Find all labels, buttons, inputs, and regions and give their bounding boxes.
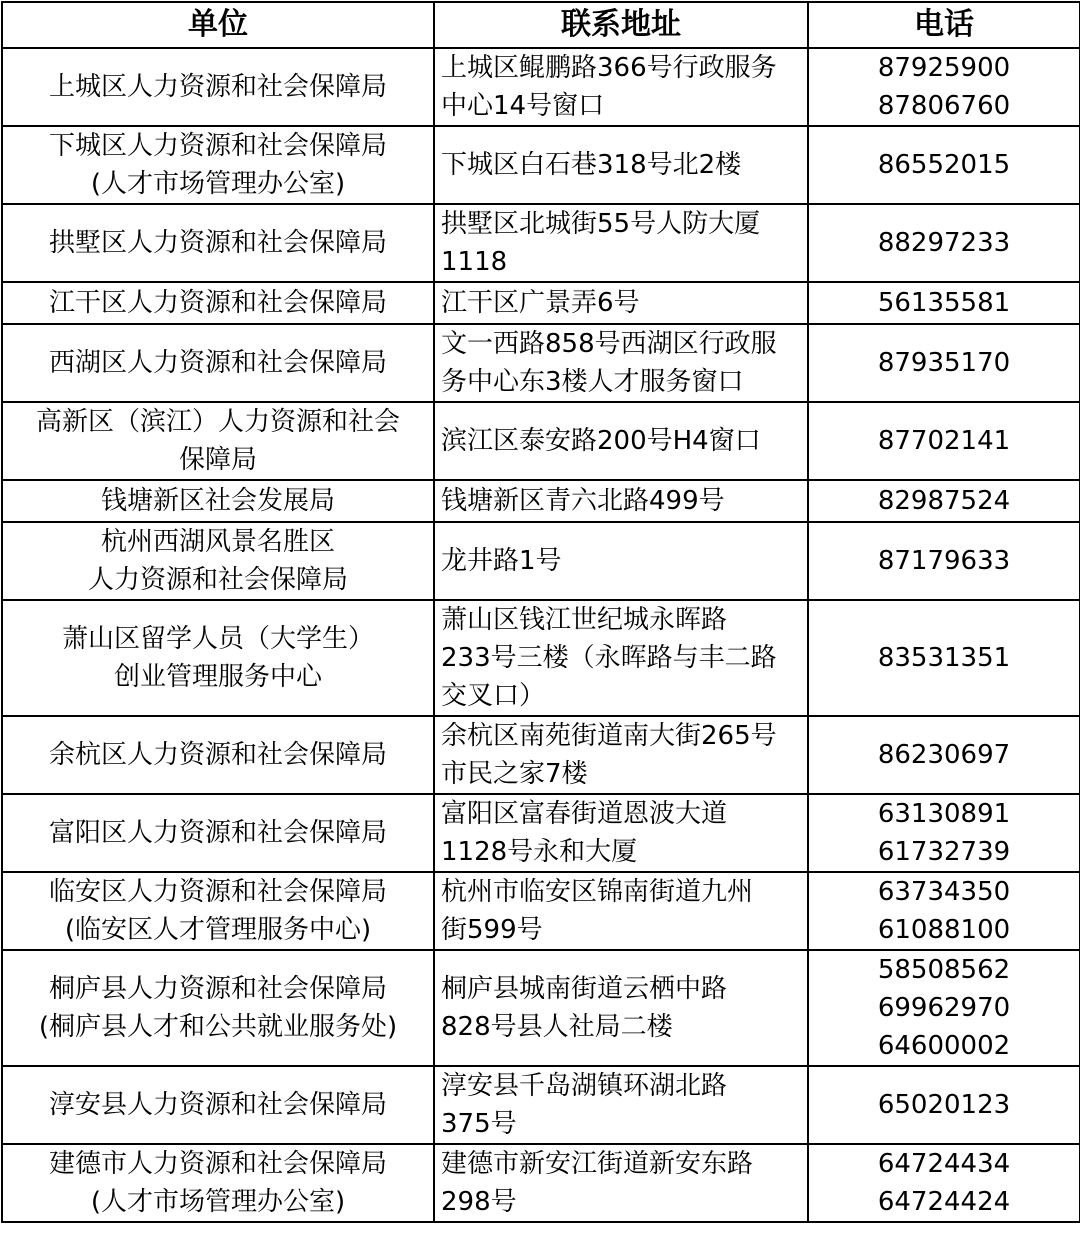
phone-number: 82987524 [877, 486, 1011, 516]
unit-line: 桐庐县人力资源和社会保障局 [48, 974, 387, 1004]
unit-cell [2, 282, 434, 324]
table-row [2, 1144, 1080, 1222]
unit-line: 余杭区人力资源和社会保障局 [48, 740, 387, 770]
header-row [2, 2, 1080, 48]
unit-cell [2, 402, 434, 480]
phone-number: 58508562 [877, 955, 1011, 985]
phone-number: 61732739 [877, 837, 1011, 867]
address-line: 下城区白石巷318号北2楼 [441, 150, 742, 180]
unit-cell [2, 480, 434, 522]
address-cell [434, 126, 808, 204]
address-cell [434, 950, 808, 1066]
phone-number: 83531351 [877, 643, 1011, 673]
address-line: 街599号 [441, 915, 543, 945]
address-line: 杭州市临安区锦南街道九州 [441, 877, 754, 907]
unit-line: 淳安县人力资源和社会保障局 [48, 1090, 387, 1120]
address-cell [434, 282, 808, 324]
address-line: 1118 [441, 247, 508, 277]
address-line: 钱塘新区青六北路499号 [441, 486, 725, 516]
address-line: 建德市新安江街道新安东路 [441, 1149, 754, 1179]
unit-line: (人才市场管理办公室) [90, 1187, 346, 1217]
phone-number: 69962970 [877, 993, 1011, 1023]
phone-cell [808, 600, 1080, 716]
address-cell [434, 402, 808, 480]
unit-line: 拱墅区人力资源和社会保障局 [48, 228, 387, 258]
address-line: 上城区鲲鹏路366号行政服务 [441, 53, 777, 83]
address-line: 淳安县千岛湖镇环湖北路 [441, 1071, 728, 1101]
address-line: 交叉口） [441, 681, 546, 711]
address-line: 余杭区南苑街道南大街265号 [441, 721, 777, 751]
unit-line: 钱塘新区社会发展局 [100, 486, 335, 516]
header-unit: 单位 [2, 2, 434, 48]
unit-line: 富阳区人力资源和社会保障局 [48, 818, 387, 848]
table-body [2, 48, 1080, 1222]
address-cell [434, 794, 808, 872]
header-address: 联系地址 [434, 2, 808, 48]
address-line: 龙井路1号 [441, 546, 562, 576]
unit-line: 西湖区人力资源和社会保障局 [48, 348, 387, 378]
table-row [2, 600, 1080, 716]
table-row [2, 204, 1080, 282]
address-line: 富阳区富春街道恩波大道 [441, 799, 728, 829]
unit-cell [2, 794, 434, 872]
address-line: 市民之家7楼 [441, 759, 588, 789]
phone-number: 86230697 [877, 740, 1011, 770]
phone-cell [808, 1144, 1080, 1222]
address-cell [434, 1066, 808, 1144]
phone-number: 56135581 [877, 288, 1011, 318]
phone-number: 63734350 [877, 877, 1011, 907]
unit-line: (人才市场管理办公室) [90, 169, 346, 199]
address-cell [434, 48, 808, 126]
unit-line: 下城区人力资源和社会保障局 [48, 131, 387, 161]
table-row [2, 126, 1080, 204]
unit-line: (临安区人才管理服务中心) [64, 915, 372, 945]
table-row [2, 1066, 1080, 1144]
address-cell [434, 480, 808, 522]
unit-line: 保障局 [178, 445, 257, 475]
phone-number: 88297233 [877, 228, 1011, 258]
header-phone: 电话 [808, 2, 1080, 48]
phone-number: 64724434 [877, 1149, 1011, 1179]
address-line: 1128号永和大厦 [441, 837, 638, 867]
phone-cell [808, 48, 1080, 126]
unit-line: 高新区（滨江）人力资源和社会 [35, 407, 400, 437]
table-row [2, 402, 1080, 480]
address-cell [434, 522, 808, 600]
phone-number: 86552015 [877, 150, 1011, 180]
phone-number: 87925900 [877, 53, 1011, 83]
table-row [2, 48, 1080, 126]
unit-line: 上城区人力资源和社会保障局 [48, 72, 387, 102]
address-line: 萧山区钱江世纪城永晖路 [441, 605, 728, 635]
phone-number: 61088100 [877, 915, 1011, 945]
phone-number: 87179633 [877, 546, 1011, 576]
unit-line: 建德市人力资源和社会保障局 [48, 1149, 387, 1179]
unit-cell [2, 324, 434, 402]
address-cell [434, 324, 808, 402]
phone-number: 64600002 [877, 1031, 1011, 1061]
phone-cell [808, 402, 1080, 480]
table-row [2, 480, 1080, 522]
address-cell [434, 1144, 808, 1222]
address-cell [434, 204, 808, 282]
phone-cell [808, 324, 1080, 402]
unit-line: 创业管理服务中心 [113, 662, 322, 692]
unit-line: 萧山区留学人员（大学生） [61, 624, 374, 654]
address-line: 298号 [441, 1187, 517, 1217]
phone-cell [808, 522, 1080, 600]
table-row [2, 716, 1080, 794]
unit-line: 临安区人力资源和社会保障局 [48, 877, 387, 907]
phone-cell [808, 1066, 1080, 1144]
phone-number: 87935170 [877, 348, 1011, 378]
address-line: 桐庐县城南街道云栖中路 [441, 974, 728, 1004]
unit-cell [2, 126, 434, 204]
unit-cell [2, 872, 434, 950]
address-line: 233号三楼（永晖路与丰二路 [441, 643, 777, 673]
phone-cell [808, 480, 1080, 522]
phone-number: 87806760 [877, 91, 1011, 121]
address-line: 375号 [441, 1109, 517, 1139]
table-row [2, 872, 1080, 950]
unit-line: 杭州西湖风景名胜区 [100, 527, 335, 557]
phone-number: 87702141 [877, 426, 1011, 456]
phone-cell [808, 872, 1080, 950]
phone-cell [808, 204, 1080, 282]
unit-cell [2, 716, 434, 794]
unit-cell [2, 1066, 434, 1144]
contact-table [1, 1, 1080, 1223]
unit-line: 人力资源和社会保障局 [87, 565, 348, 595]
address-line: 滨江区泰安路200号H4窗口 [441, 426, 761, 456]
address-cell [434, 872, 808, 950]
address-line: 828号县人社局二楼 [441, 1012, 673, 1042]
phone-cell [808, 282, 1080, 324]
phone-number: 63130891 [877, 799, 1011, 829]
phone-cell [808, 794, 1080, 872]
unit-line: 江干区人力资源和社会保障局 [48, 288, 387, 318]
unit-cell [2, 950, 434, 1066]
unit-cell [2, 48, 434, 126]
phone-cell [808, 950, 1080, 1066]
unit-cell [2, 600, 434, 716]
unit-cell [2, 522, 434, 600]
table-row [2, 950, 1080, 1066]
address-line: 江干区广景弄6号 [441, 288, 640, 318]
phone-number: 65020123 [877, 1090, 1011, 1120]
unit-line: (桐庐县人才和公共就业服务处) [38, 1012, 398, 1042]
address-cell [434, 600, 808, 716]
address-line: 务中心东3楼人才服务窗口 [441, 367, 744, 397]
address-line: 中心14号窗口 [441, 91, 605, 121]
address-line: 文一西路858号西湖区行政服 [441, 329, 777, 359]
phone-cell [808, 126, 1080, 204]
address-line: 拱墅区北城街55号人防大厦 [441, 209, 761, 239]
phone-cell [808, 716, 1080, 794]
phone-number: 64724424 [877, 1187, 1011, 1217]
address-cell [434, 716, 808, 794]
unit-cell [2, 1144, 434, 1222]
table-row [2, 324, 1080, 402]
table-row [2, 522, 1080, 600]
table-row [2, 282, 1080, 324]
table-row [2, 794, 1080, 872]
unit-cell [2, 204, 434, 282]
